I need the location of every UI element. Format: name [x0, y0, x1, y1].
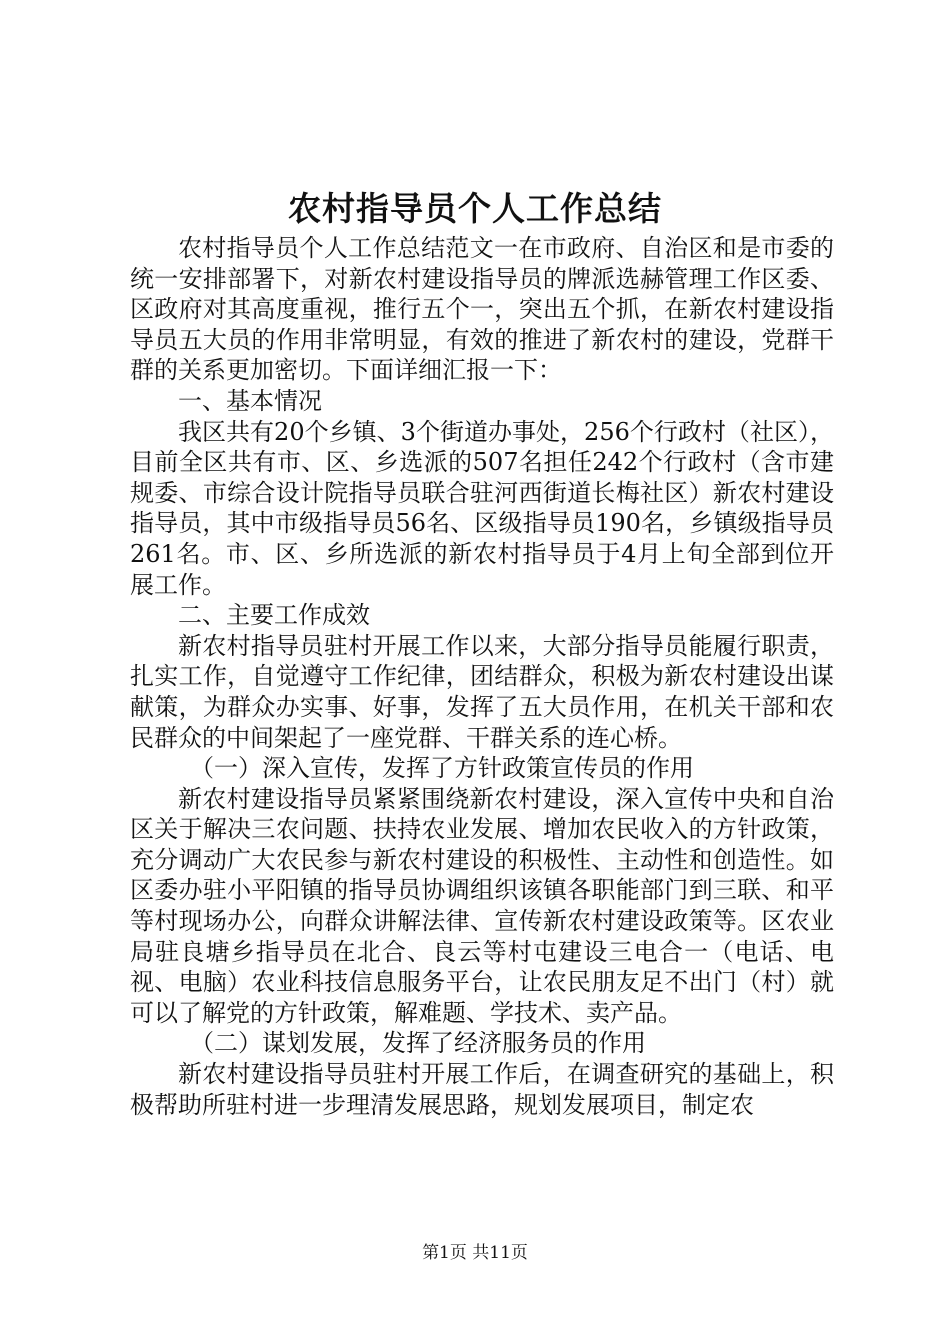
- page-title: 农村指导员个人工作总结: [288, 189, 662, 228]
- subsection-heading-2: （二）谋划发展，发挥了经济服务员的作用: [190, 1029, 646, 1058]
- paragraph-intro: 农村指导员个人工作总结范文一在市政府、自治区和是市委的统一安排部署下，对新农村建设指导员的牌派选赫管理工作区委、区政府对其高度重视，推行五个一，突出五个抓，在新农村建设指导员五大员的作用非常明显，有效的推进了新农村的建设，党群干群的关系更加密切。下面详细汇报一下：: [130, 234, 834, 385]
- paragraph-results: 新农村指导员驻村开展工作以来，大部分指导员能履行职责，扎实工作，自觉遵守工作纪律，团结群众，积极为新农村建设出谋献策，为群众办实事、好事，发挥了五大员作用，在机关干部和农民群众的中间架起了一座党群、干群关系的连心桥。: [130, 631, 834, 752]
- document-body: [130, 233, 834, 1120]
- paragraph-sub-2: 新农村建设指导员驻村开展工作后，在调查研究的基础上，积极帮助所驻村进一步理清发展思路，规划发展项目，制定农: [130, 1060, 834, 1119]
- paragraph-sub-1: 新农村建设指导员紧紧围绕新农村建设，深入宣传中央和自治区关于解决三农问题、扶持农业发展、增加农民收入的方针政策，充分调动广大农民参与新农村建设的积极性、主动性和创造性。如区委办驻小平阳镇的指导员协调组织该镇各职能部门到三联、和平等村现场办公，向群众讲解法律、宣传新农村建设政策等。区农业局驻良塘乡指导员在北合、良云等村屯建设三电合一（电话、电视、电脑）农业科技信息服务平台，让农民朋友足不出门（村）就可以了解党的方针政策，解难题、学技术、卖产品。: [130, 784, 834, 1027]
- section-heading-basic: 一、基本情况: [178, 386, 322, 415]
- section-heading-results: 二、主要工作成效: [178, 601, 370, 630]
- paragraph-basic: 我区共有20个乡镇、3个街道办事处，256个行政村（社区），目前全区共有市、区、乡选派的507名担任242个行政村（含市建规委、市综合设计院指导员联合驻河西街道长梅社区）新农村建设指导员，其中市级指导员56名、区级指导员190名，乡镇级指导员261名。市、区、乡所选派的新农村指导员于4月上旬全部到位开展工作。: [130, 417, 834, 599]
- subsection-heading-1: （一）深入宣传，发挥了方针政策宣传员的作用: [190, 754, 694, 783]
- page-footer: 第1页 共11页: [422, 1243, 528, 1263]
